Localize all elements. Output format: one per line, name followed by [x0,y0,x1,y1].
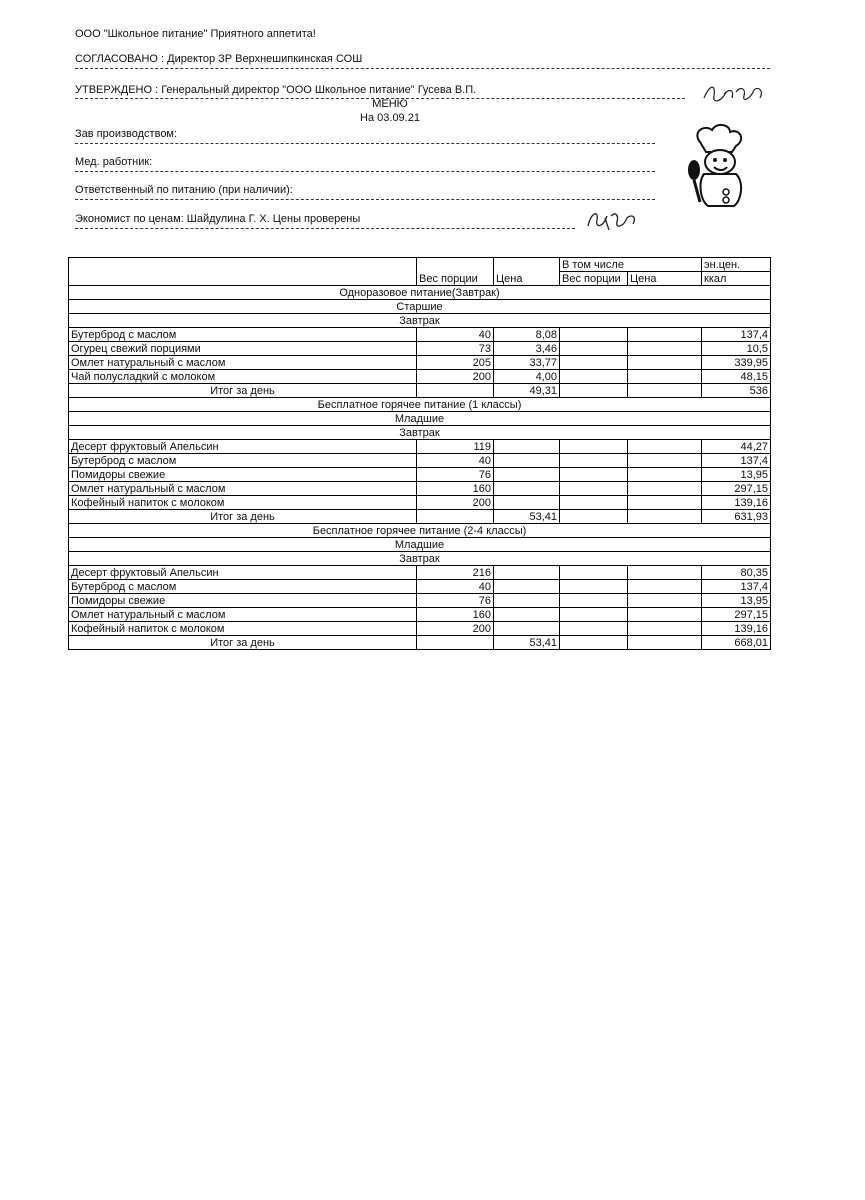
dish-price [494,594,560,608]
dish-kcal: 339,95 [702,356,771,370]
dish-name: Бутерброд с маслом [69,580,417,594]
dish-weight: 200 [417,622,494,636]
menu-date: На 03.09.21 [360,112,420,124]
dish-kcal: 137,4 [702,454,771,468]
total-sub-weight [560,384,628,398]
dish-price [494,566,560,580]
dish-sub-price [628,580,702,594]
section-meal: Завтрак [69,314,771,328]
dish-price [494,580,560,594]
economist-signature [585,206,640,234]
section-group: Младшие [69,412,771,426]
dish-kcal: 139,16 [702,622,771,636]
total-kcal: 668,01 [702,636,771,650]
dish-sub-weight [560,328,628,342]
agreed-line: СОГЛАСОВАНО : Директор ЗР Верхнешипкинская СОШ [75,53,363,65]
dish-weight: 76 [417,468,494,482]
dish-sub-price [628,440,702,454]
total-weight [417,384,494,398]
dish-sub-weight [560,496,628,510]
dish-price: 33,77 [494,356,560,370]
total-row [69,384,771,398]
dish-weight: 216 [417,566,494,580]
dish-kcal: 48,15 [702,370,771,384]
header-kcal: ккал [702,272,771,286]
table-row [69,594,771,608]
total-label: Итог за день [69,636,417,650]
dish-price [494,496,560,510]
section-title-row [69,286,771,300]
dish-kcal: 139,16 [702,496,771,510]
section-title-row [69,398,771,412]
dish-name: Чай полусладкий с молоком [69,370,417,384]
dish-sub-weight [560,356,628,370]
dish-price [494,454,560,468]
agreed-underline [75,68,770,69]
dish-sub-weight [560,580,628,594]
total-price: 53,41 [494,636,560,650]
section-group-row [69,538,771,552]
dish-sub-weight [560,566,628,580]
dish-name: Помидоры свежие [69,468,417,482]
dish-name: Огурец свежий порциями [69,342,417,356]
dish-sub-weight [560,482,628,496]
section-title: Одноразовое питание(Завтрак) [69,286,771,300]
dish-sub-weight [560,342,628,356]
dish-kcal: 13,95 [702,468,771,482]
dish-sub-price [628,594,702,608]
total-sub-price [628,510,702,524]
total-kcal: 536 [702,384,771,398]
header-sub-weight: Вес порции [560,272,628,286]
table-row [69,356,771,370]
economist-line: Экономист по ценам: Шайдулина Г. Х. Цены проверены [75,213,361,225]
dish-weight: 73 [417,342,494,356]
dish-sub-weight [560,468,628,482]
dish-price [494,482,560,496]
dish-weight: 200 [417,496,494,510]
dish-name: Кофейный напиток с молоком [69,496,417,510]
table-row [69,328,771,342]
total-sub-weight [560,510,628,524]
medic-underline [75,171,655,172]
dish-weight: 200 [417,370,494,384]
dish-price [494,440,560,454]
section-meal: Завтрак [69,426,771,440]
dish-name: Бутерброд с маслом [69,328,417,342]
dish-name: Бутерброд с маслом [69,454,417,468]
dish-weight: 40 [417,580,494,594]
total-sub-price [628,384,702,398]
total-row [69,636,771,650]
dish-sub-price [628,566,702,580]
dish-sub-weight [560,370,628,384]
table-row [69,496,771,510]
menu-title: МЕНЮ [372,98,408,110]
section-meal-row [69,314,771,328]
table-row [69,608,771,622]
dish-name: Омлет натуральный с маслом [69,356,417,370]
dish-name: Кофейный напиток с молоком [69,622,417,636]
dish-sub-weight [560,608,628,622]
dish-kcal: 137,4 [702,328,771,342]
responsible-underline [75,199,655,200]
table-row [69,440,771,454]
dish-weight: 40 [417,454,494,468]
dish-name: Десерт фруктовый Апельсин [69,440,417,454]
section-title: Бесплатное горячее питание (2-4 классы) [69,524,771,538]
production-underline [75,143,655,144]
total-label: Итог за день [69,510,417,524]
dish-sub-price [628,468,702,482]
dish-kcal: 80,35 [702,566,771,580]
table-row [69,454,771,468]
dish-name: Омлет натуральный с маслом [69,608,417,622]
table-row [69,622,771,636]
total-price: 53,41 [494,510,560,524]
director-signature [700,80,770,108]
dish-kcal: 297,15 [702,608,771,622]
dish-sub-weight [560,594,628,608]
header-energy: эн.цен. [702,258,771,272]
dish-weight: 160 [417,608,494,622]
table-row [69,580,771,594]
dish-name: Омлет натуральный с маслом [69,482,417,496]
header-name-cell [69,258,417,286]
dish-price: 3,46 [494,342,560,356]
dish-weight: 40 [417,328,494,342]
dish-sub-price [628,356,702,370]
dish-price: 8,08 [494,328,560,342]
dish-sub-price [628,328,702,342]
dish-price [494,608,560,622]
dish-weight: 160 [417,482,494,496]
dish-sub-price [628,608,702,622]
dish-sub-price [628,622,702,636]
dish-sub-price [628,370,702,384]
dish-kcal: 10,5 [702,342,771,356]
dish-sub-price [628,482,702,496]
table-row [69,342,771,356]
dish-kcal: 13,95 [702,594,771,608]
section-meal-row [69,552,771,566]
dish-kcal: 297,15 [702,482,771,496]
total-label: Итог за день [69,384,417,398]
table-row [69,482,771,496]
dish-weight: 119 [417,440,494,454]
approved-line: УТВЕРЖДЕНО : Генеральный директор "ООО Школьное питание" Гусева В.П. [75,84,477,96]
total-weight [417,510,494,524]
table-row [69,468,771,482]
dish-sub-price [628,342,702,356]
dish-sub-price [628,454,702,468]
dish-sub-weight [560,440,628,454]
org-line: ООО "Школьное питание" Приятного аппетита! [75,28,316,40]
total-weight [417,636,494,650]
total-kcal: 631,93 [702,510,771,524]
dish-sub-price [628,496,702,510]
dish-weight: 205 [417,356,494,370]
section-group: Младшие [69,538,771,552]
table-row [69,566,771,580]
header-price: Цена [494,258,560,286]
header-including: В том числе [560,258,702,272]
medic-line: Мед. работник: [75,156,153,168]
dish-price [494,622,560,636]
chef-logo-icon [678,122,758,212]
section-group-row [69,412,771,426]
dish-name: Десерт фруктовый Апельсин [69,566,417,580]
section-meal: Завтрак [69,552,771,566]
menu-table [68,257,771,650]
table-header-row [69,258,771,272]
section-group: Старшие [69,300,771,314]
section-title: Бесплатное горячее питание (1 классы) [69,398,771,412]
dish-weight: 76 [417,594,494,608]
total-sub-weight [560,636,628,650]
production-line: Зав производством: [75,128,178,140]
dish-kcal: 44,27 [702,440,771,454]
section-title-row [69,524,771,538]
total-row [69,510,771,524]
dish-price: 4,00 [494,370,560,384]
total-sub-price [628,636,702,650]
header-sub-price: Цена [628,272,702,286]
dish-sub-weight [560,454,628,468]
dish-name: Помидоры свежие [69,594,417,608]
economist-underline [75,228,575,229]
section-group-row [69,300,771,314]
table-row [69,370,771,384]
dish-kcal: 137,4 [702,580,771,594]
dish-sub-weight [560,622,628,636]
total-price: 49,31 [494,384,560,398]
dish-price [494,468,560,482]
responsible-line: Ответственный по питанию (при наличии): [75,184,293,196]
header-weight: Вес порции [417,258,494,286]
section-meal-row [69,426,771,440]
